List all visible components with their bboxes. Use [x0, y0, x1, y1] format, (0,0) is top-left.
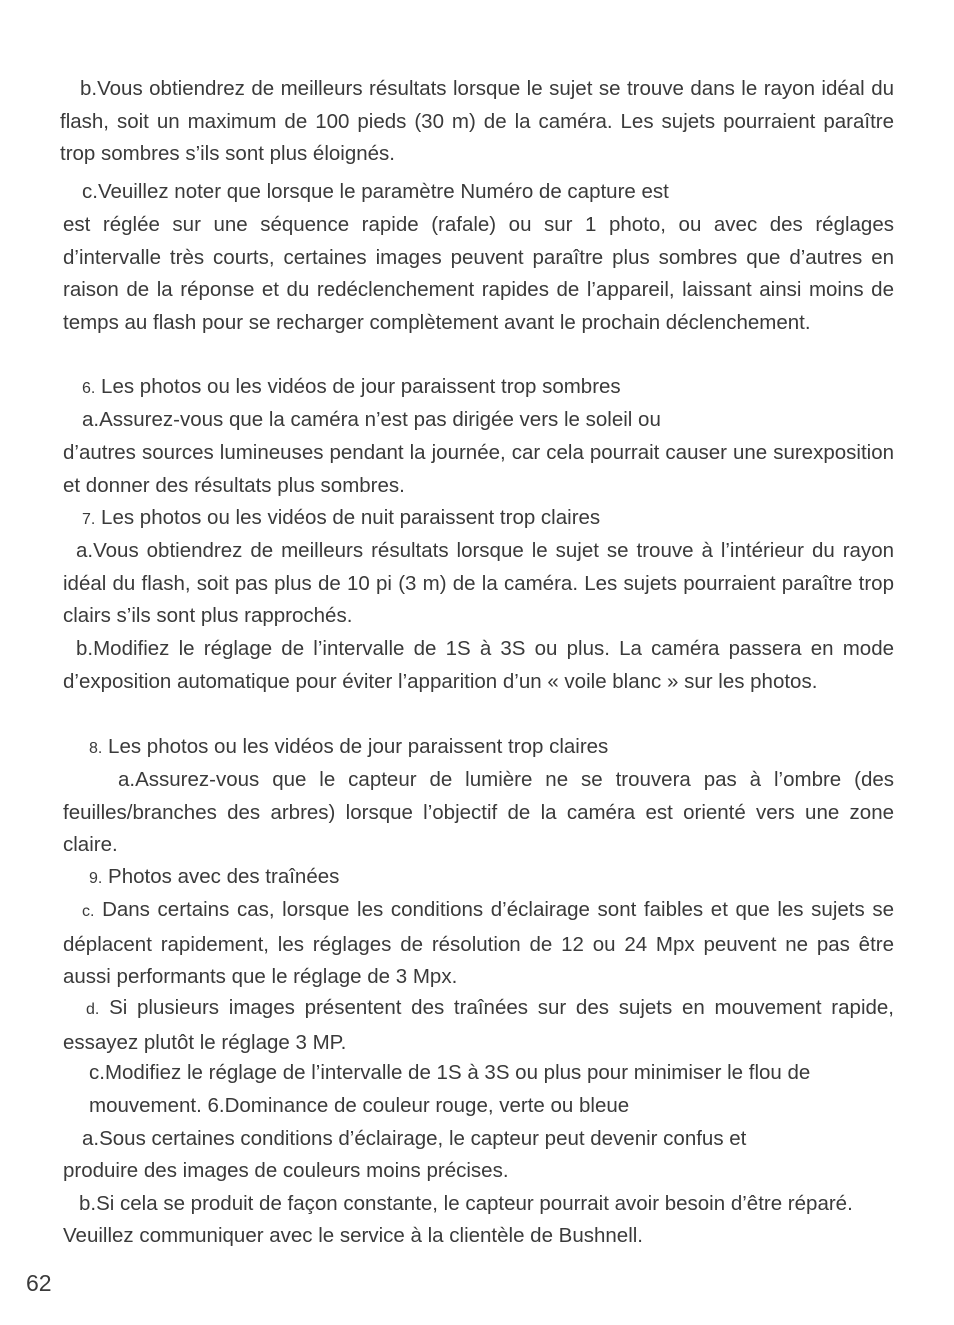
section-heading-9 — [89, 861, 920, 896]
paragraph-a10-body: produire des images de couleurs moins précises. — [63, 1159, 509, 1182]
paragraph-c9b-line-1: c.Modifiez le réglage de l’intervalle de 1S à 3S ou plus pour minimiser le flou de — [89, 1061, 811, 1084]
page-number: 62 — [26, 1270, 52, 1296]
paragraph-letter: d. — [86, 1001, 100, 1018]
section-number: 8. — [89, 740, 103, 757]
paragraph-b7-interval: b.Modifiez le réglage de l’intervalle de 1S à 3S ou plus. La caméra passera en mode d’exposition automatique pour éviter l’apparition d’un « voile blanc » sur les photos. — [63, 637, 894, 693]
section-number: 6. — [82, 380, 96, 397]
paragraph-d9-streaks — [63, 992, 894, 1059]
paragraph-letter: c. — [82, 903, 95, 920]
section-heading-7 — [82, 502, 913, 537]
paragraph-c9-low-light — [63, 894, 894, 994]
paragraph-c-capture-body: est réglée sur une séquence rapide (rafale) ou sur 1 photo, ou avec des réglages d’intervalle très courts, certaines images peuvent paraître plus sombres que d’autres en raison de la réponse et du redéclenchement rapides de l’appareil, laissant ainsi moins de temps au flash pour se recharger complètement avant le prochain déclenchement. — [63, 213, 894, 335]
paragraph-b10-first-line: b.Si cela se produit de façon constante, le capteur pourrait avoir besoin d’être réparé. — [79, 1192, 853, 1215]
paragraph-b10-body: Veuillez communiquer avec le service à la clientèle de Bushnell. — [63, 1224, 644, 1247]
section-title: Les photos ou les vidéos de nuit paraissent trop claires — [101, 506, 601, 529]
paragraph-text: Si plusieurs images présentent des traînées sur des sujets en mouvement rapide, essayez plutôt le réglage 3 MP. — [63, 996, 894, 1054]
section-number: 9. — [89, 870, 103, 887]
paragraph-a8-light-sensor: a.Assurez-vous que le capteur de lumière ne se trouvera pas à l’ombre (des feuilles/branches des arbres) lorsque l’objectif de la caméra est orienté vers une zone claire. — [63, 768, 894, 857]
section-title: Les photos ou les vidéos de jour paraissent trop claires — [108, 735, 609, 758]
paragraph-a7-flash-range: a.Vous obtiendrez de meilleurs résultats lorsque le sujet se trouve à l’intérieur du rayon idéal du flash, soit pas plus de 10 pi (3 m) de la caméra. Les sujets pourraient paraître trop clairs s’ils sont plus rapprochés. — [63, 539, 894, 628]
paragraph-a6-first-line: a.Assurez-vous que la caméra n’est pas dirigée vers le soleil ou — [82, 408, 661, 431]
section-number: 7. — [82, 511, 96, 528]
section-title: Photos avec des traînées — [108, 865, 340, 888]
paragraph-c9b-line-2: mouvement. 6.Dominance de couleur rouge, verte ou bleue — [89, 1094, 630, 1117]
paragraph-b-dark-range: b.Vous obtiendrez de meilleurs résultats lorsque le sujet se trouve dans le rayon idéal du flash, soit un maximum de 100 pieds (30 m) de la caméra. Les sujets pourraient paraître trop sombres s’ils sont plus éloignés. — [60, 77, 894, 166]
paragraph-a10-first-line: a.Sous certaines conditions d’éclairage, le capteur peut devenir confus et — [82, 1127, 747, 1150]
paragraph-a6-body: d’autres sources lumineuses pendant la journée, car cela pourrait causer une surexposition et donner des résultats plus sombres. — [63, 441, 894, 497]
paragraph-text: Dans certains cas, lorsque les conditions d’éclairage sont faibles et que les sujets se déplacent rapidement, les réglages de résolution de 12 ou 24 Mpx peuvent ne pas être aussi performants que le réglage de 3 Mpx. — [63, 898, 894, 989]
paragraph-c-capture-first-line: c.Veuillez noter que lorsque le paramètre Numéro de capture est — [82, 180, 669, 203]
section-title: Les photos ou les vidéos de jour paraissent trop sombres — [101, 375, 621, 398]
section-heading-6 — [82, 371, 913, 406]
section-heading-8 — [89, 731, 920, 766]
